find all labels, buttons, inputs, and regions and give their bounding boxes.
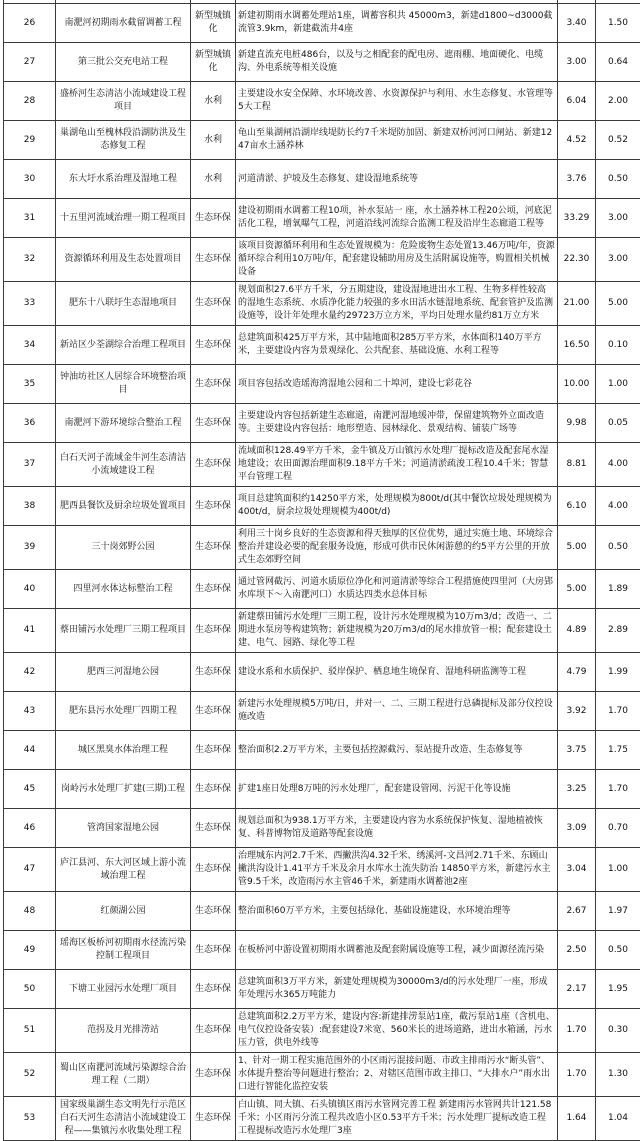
row-number-cell: 53 <box>4 1097 56 1141</box>
annual-investment-cell: 0.05 <box>596 404 640 443</box>
project-category-cell: 生态环保 <box>191 487 236 526</box>
project-description-cell: 总建筑面积3万平方米，新建处理规模为30000m3/d的污水处理厂一座，形成年处理污水365万吨能力 <box>236 970 558 1009</box>
row-number-cell: 51 <box>4 1009 56 1053</box>
project-description-cell: 1、针对一期工程实施范围外的小区雨污混接问题、市政主排雨污水“断头管”、水体提升整治等问题进行整治；2、对辖区范围市政主排口、“大排水户”雨水出口进行智能化监控安装 <box>236 1053 558 1097</box>
annual-investment-cell: 2.89 <box>596 609 640 653</box>
annual-investment-cell: 1.00 <box>596 365 640 404</box>
row-number-cell: 38 <box>4 487 56 526</box>
project-description-cell: 扩建1座日处理8万吨的污水处理厂，配套建设管网、污泥干化等设施 <box>236 770 558 809</box>
table-row <box>4 1053 640 1097</box>
table-row <box>4 365 640 404</box>
project-description-cell: 主要建设水安全保障、水环境改善、水资源保护与利用、水生态修复、水管理等5大工程 <box>236 82 558 121</box>
annual-investment-cell: 1.99 <box>596 653 640 692</box>
row-number-cell: 33 <box>4 282 56 326</box>
annual-investment-cell: 2.00 <box>596 82 640 121</box>
annual-investment-cell: 1.95 <box>596 970 640 1009</box>
row-number-cell: 39 <box>4 526 56 570</box>
project-name-cell: 红颜湖公园 <box>56 892 191 931</box>
annual-investment-cell: 1.89 <box>596 570 640 609</box>
project-category-cell: 生态环保 <box>191 848 236 892</box>
table-row <box>4 160 640 199</box>
project-category-cell: 生态环保 <box>191 238 236 282</box>
total-investment-cell: 6.04 <box>558 82 596 121</box>
project-name-cell: 钟油坊社区人居综合环境整治项目 <box>56 365 191 404</box>
total-investment-cell: 1.70 <box>558 1009 596 1053</box>
row-number-cell: 52 <box>4 1053 56 1097</box>
total-investment-cell: 3.75 <box>558 731 596 770</box>
annual-investment-cell: 1.50 <box>596 4 640 43</box>
table-row <box>4 809 640 848</box>
table-row <box>4 282 640 326</box>
project-name-cell: 岗岭污水处理厂扩建(三期)工程 <box>56 770 191 809</box>
table-row <box>4 731 640 770</box>
total-investment-cell: 33.29 <box>558 199 596 238</box>
total-investment-cell: 6.10 <box>558 487 596 526</box>
project-name-cell: 第三批公交充电站工程 <box>56 43 191 82</box>
table-row <box>4 848 640 892</box>
project-name-cell: 瑶海区板桥河初期雨水径流污染控制工程项目 <box>56 931 191 970</box>
project-description-cell: 该项目资源循环利用和生态处置规模为：危险废物生态处置13.46万吨/年，资源循环综合利用10万吨/年，配套建设辅助用房及生活附属设施等，购置相关机械设备 <box>236 238 558 282</box>
project-name-cell: 东大圩水系治理及湿地工程 <box>56 160 191 199</box>
table-row <box>4 238 640 282</box>
total-investment-cell: 2.67 <box>558 892 596 931</box>
row-number-cell: 30 <box>4 160 56 199</box>
project-category-cell: 生态环保 <box>191 199 236 238</box>
project-name-cell: 资源循环利用及生态处置项目 <box>56 238 191 282</box>
table-row <box>4 43 640 82</box>
project-name-cell: 南淝河下游环境综合整治工程 <box>56 404 191 443</box>
table-row <box>4 1097 640 1141</box>
table-row <box>4 970 640 1009</box>
total-investment-cell: 1.64 <box>558 1097 596 1141</box>
projects-table <box>3 0 640 1141</box>
table-row <box>4 570 640 609</box>
project-category-cell: 新型城镇化 <box>191 4 236 43</box>
table-row <box>4 121 640 160</box>
project-name-cell: 庐江县河、东大河区域上游小流域治理工程 <box>56 848 191 892</box>
row-number-cell: 35 <box>4 365 56 404</box>
table-row <box>4 443 640 487</box>
table-row <box>4 326 640 365</box>
project-name-cell: 国家级巢湖生态文明先行示范区白石天河生态清洁小流域建设工程——集镇污水收集处理工程 <box>56 1097 191 1141</box>
row-number-cell: 50 <box>4 970 56 1009</box>
project-name-cell: 盛桥河生态清洁小流域建设工程项目 <box>56 82 191 121</box>
project-category-cell: 水利 <box>191 82 236 121</box>
project-description-cell: 主要建设内容包括新建生态廊道，南淝河湿地缓冲带，保留建筑物外立面改造等。主要建设内容包括：地形塑造、园林绿化、景观结构、铺装广场等 <box>236 404 558 443</box>
table-row <box>4 404 640 443</box>
project-name-cell: 南淝河初期雨水截留调蓄工程 <box>56 4 191 43</box>
project-name-cell: 十五里河流域治理一期工程项目 <box>56 199 191 238</box>
table-row <box>4 770 640 809</box>
annual-investment-cell: 1.75 <box>596 731 640 770</box>
total-investment-cell: 1.70 <box>558 1053 596 1097</box>
row-number-cell: 34 <box>4 326 56 365</box>
project-name-cell: 三十岗郊野公园 <box>56 526 191 570</box>
project-name-cell: 城区黑臭水体治理工程 <box>56 731 191 770</box>
total-investment-cell: 16.50 <box>558 326 596 365</box>
project-category-cell: 生态环保 <box>191 326 236 365</box>
annual-investment-cell: 1.00 <box>596 848 640 892</box>
annual-investment-cell: 3.00 <box>596 238 640 282</box>
row-number-cell: 26 <box>4 4 56 43</box>
project-category-cell: 生态环保 <box>191 1097 236 1141</box>
project-category-cell: 生态环保 <box>191 1053 236 1097</box>
project-description-cell: 新建直流充电桩486台，以及与之相配套的配电房、遮雨棚、地面硬化、电缆沟、外电系统等相关设施 <box>236 43 558 82</box>
total-investment-cell: 21.00 <box>558 282 596 326</box>
row-number-cell: 28 <box>4 82 56 121</box>
project-name-cell: 管湾国家湿地公园 <box>56 809 191 848</box>
project-category-cell: 生态环保 <box>191 931 236 970</box>
table-row <box>4 653 640 692</box>
project-name-cell: 蔡田铺污水处理厂三期工程项目 <box>56 609 191 653</box>
annual-investment-cell: 0.10 <box>596 326 640 365</box>
total-investment-cell: 3.00 <box>558 43 596 82</box>
project-description-cell: 整治面积60万平方米，主要包括绿化、基础设施建设、水环境治理等 <box>236 892 558 931</box>
project-description-cell: 规划总面积为938.1万平方米，主要建设内容为水系统保护恢复、湿地植被恢复、科普博物馆及道路等配套设施 <box>236 809 558 848</box>
total-investment-cell: 8.81 <box>558 443 596 487</box>
project-description-cell: 总建筑面积425万平方米，其中陆地面积285万平方米，水体面积140万平方米，主要建设内容为景观绿化、公共配套、基础设施、水利工程等 <box>236 326 558 365</box>
project-name-cell: 蜀山区南淝河流域污染源综合治理工程（二期） <box>56 1053 191 1097</box>
total-investment-cell: 4.52 <box>558 121 596 160</box>
table-row <box>4 892 640 931</box>
annual-investment-cell: 0.50 <box>596 160 640 199</box>
total-investment-cell: 4.89 <box>558 609 596 653</box>
table-row <box>4 692 640 731</box>
row-number-cell: 36 <box>4 404 56 443</box>
table-row <box>4 1009 640 1053</box>
annual-investment-cell: 1.70 <box>596 770 640 809</box>
project-category-cell: 生态环保 <box>191 1009 236 1053</box>
annual-investment-cell: 0.30 <box>596 1009 640 1053</box>
project-description-cell: 规划面积27.6平方千米，分五期建设，建设湿地进出水工程、生物多样性较高的湿地生态系统、水质净化能力较强的多水田活水链湿地系统、配套管护及监测设施等，设计年处理水量约29723万立方米，平均日处理水量约81万立方米 <box>236 282 558 326</box>
project-category-cell: 水利 <box>191 121 236 160</box>
total-investment-cell: 22.30 <box>558 238 596 282</box>
project-description-cell: 建设初期雨水调蓄工程10项，补水泵站一 座，水土涵养林工程20公顷，河底泥活化工程，增氧曝气工程，河道沿线河流综合监测工程及沿岸生态廊道工程等 <box>236 199 558 238</box>
table-row <box>4 526 640 570</box>
project-name-cell: 新站区少荃湖综合治理工程项目 <box>56 326 191 365</box>
annual-investment-cell: 1.97 <box>596 892 640 931</box>
total-investment-cell: 3.40 <box>558 4 596 43</box>
project-category-cell: 新型城镇化 <box>191 43 236 82</box>
project-name-cell: 肥西县餐饮及厨余垃圾处置项目 <box>56 487 191 526</box>
project-category-cell: 生态环保 <box>191 526 236 570</box>
project-category-cell: 生态环保 <box>191 970 236 1009</box>
project-category-cell: 生态环保 <box>191 404 236 443</box>
project-description-cell: 河道清淤、护坡及生态修复、建设湿地系统等 <box>236 160 558 199</box>
row-number-cell: 31 <box>4 199 56 238</box>
project-category-cell: 水利 <box>191 160 236 199</box>
annual-investment-cell: 0.70 <box>596 809 640 848</box>
row-number-cell: 47 <box>4 848 56 892</box>
annual-investment-cell: 1.70 <box>596 692 640 731</box>
row-number-cell: 32 <box>4 238 56 282</box>
total-investment-cell: 10.00 <box>558 365 596 404</box>
project-description-cell: 新建初期雨水调蓄处理站1座，调蓄容积共 45000m3，新建d1800~d3000截流管3.9km，新建截流井4座 <box>236 4 558 43</box>
row-number-cell: 49 <box>4 931 56 970</box>
table-row <box>4 82 640 121</box>
project-description-cell: 通过管网截污、河道水质原位净化和河道清淤等综合工程措施使四里河（大房郢水库坝下～入南淝河口）水质达四类水总体目标 <box>236 570 558 609</box>
project-description-cell: 龟山至巢湖闸沿湖岸线堤防长约7千米堤防加固、新建双桥河河口闸站、新建1247亩水土涵养林 <box>236 121 558 160</box>
project-category-cell: 生态环保 <box>191 570 236 609</box>
table-row <box>4 609 640 653</box>
row-number-cell: 40 <box>4 570 56 609</box>
project-category-cell: 生态环保 <box>191 770 236 809</box>
project-category-cell: 生态环保 <box>191 809 236 848</box>
total-investment-cell: 3.92 <box>558 692 596 731</box>
row-number-cell: 43 <box>4 692 56 731</box>
row-number-cell: 42 <box>4 653 56 692</box>
row-number-cell: 48 <box>4 892 56 931</box>
project-category-cell: 生态环保 <box>191 653 236 692</box>
row-number-cell: 46 <box>4 809 56 848</box>
row-number-cell: 29 <box>4 121 56 160</box>
total-investment-cell: 2.50 <box>558 931 596 970</box>
total-investment-cell: 3.25 <box>558 770 596 809</box>
project-description-cell: 治理城东内河2.7千米、西撇洪沟4.32千米、绣溪河-文昌河2.71千米、东顾山撇洪沟设计1.41平方千米及余月水库水土流失防治 14850平方米，新建污水主管9.5千米，改造雨污水主管46千米，新建雨水调蓄池2座 <box>236 848 558 892</box>
project-description-cell: 项目总建筑面积约14250平方米，处理规模为800t/d(其中餐饮垃圾处理规模为400t/d，厨余垃圾处理规模为400t/d) <box>236 487 558 526</box>
total-investment-cell: 3.09 <box>558 809 596 848</box>
project-name-cell: 范拐及月光排涝站 <box>56 1009 191 1053</box>
project-description-cell: 项目容包括改造瑶海湾湿地公园和二十埠河，建设七彩花谷 <box>236 365 558 404</box>
row-number-cell: 27 <box>4 43 56 82</box>
project-category-cell: 生态环保 <box>191 609 236 653</box>
project-name-cell: 四里河水体达标整治工程 <box>56 570 191 609</box>
annual-investment-cell: 1.04 <box>596 1097 640 1141</box>
annual-investment-cell: 1.30 <box>596 1053 640 1097</box>
total-investment-cell: 2.17 <box>558 970 596 1009</box>
row-number-cell: 44 <box>4 731 56 770</box>
project-description-cell: 新建蔡田铺污水处理厂三期工程，设计污水处理规模为10万m3/d；改造一、二期进水泵房等构建筑物；新建规模为20万m3/d的尾水排放管一根；配套建设土建、电气、园路、绿化等工程 <box>236 609 558 653</box>
project-category-cell: 生态环保 <box>191 731 236 770</box>
project-description-cell: 新建污水处理规模5万吨/日，并对一、二、三期工程进行总磷提标及部分仪控设施改造 <box>236 692 558 731</box>
project-category-cell: 生态环保 <box>191 892 236 931</box>
project-name-cell: 下塘工业园污水处理厂项目 <box>56 970 191 1009</box>
annual-investment-cell: 4.00 <box>596 487 640 526</box>
project-name-cell: 肥东十八联圩生态湿地项目 <box>56 282 191 326</box>
annual-investment-cell: 0.52 <box>596 121 640 160</box>
annual-investment-cell: 0.50 <box>596 931 640 970</box>
project-description-cell: 在板桥河中游设置初期雨水调蓄池及配套附属设施等工程，减少面源径流污染 <box>236 931 558 970</box>
total-investment-cell: 4.79 <box>558 653 596 692</box>
total-investment-cell: 3.76 <box>558 160 596 199</box>
project-description-cell: 建设水系和水质保护、驳岸保护、栖息地生境保育、湿地科研监测等工程 <box>236 653 558 692</box>
annual-investment-cell: 0.64 <box>596 43 640 82</box>
project-category-cell: 生态环保 <box>191 692 236 731</box>
total-investment-cell: 5.00 <box>558 570 596 609</box>
project-category-cell: 生态环保 <box>191 282 236 326</box>
project-name-cell: 肥西三河湿地公园 <box>56 653 191 692</box>
project-category-cell: 生态环保 <box>191 443 236 487</box>
table-row <box>4 4 640 43</box>
project-name-cell: 白石天河子流域金牛河生态清洁小流域建设工程 <box>56 443 191 487</box>
project-description-cell: 利用三十岗乡良好的生态资源和得天独厚的区位优势，通过实施土地、环境综合整治并建设必要的配套服务设施，形成可供市民休闲游憩的约5平方公里的开放式生态郊野空间 <box>236 526 558 570</box>
annual-investment-cell: 3.00 <box>596 199 640 238</box>
row-number-cell: 37 <box>4 443 56 487</box>
table-row <box>4 931 640 970</box>
row-number-cell: 45 <box>4 770 56 809</box>
annual-investment-cell: 4.00 <box>596 443 640 487</box>
project-description-cell: 整治面积2.2万平方米，主要包括控源截污、泵站提升改造、生态修复等 <box>236 731 558 770</box>
project-name-cell: 巢湖龟山至槐林段沿湖防洪及生态修复工程 <box>56 121 191 160</box>
table-row <box>4 487 640 526</box>
table-row <box>4 199 640 238</box>
total-investment-cell: 9.98 <box>558 404 596 443</box>
project-description-cell: 总建筑面积2.2万平方米，建设内容:新建排涝泵站1座，截污泵站1座（含机电、电气仪控设备安装）:配套建设7米宽、560米长的进场道路，进出水箱涵，污水压力管，供电外线等 <box>236 1009 558 1053</box>
total-investment-cell: 3.04 <box>558 848 596 892</box>
annual-investment-cell: 0.50 <box>596 526 640 570</box>
row-number-cell: 41 <box>4 609 56 653</box>
total-investment-cell: 5.00 <box>558 526 596 570</box>
annual-investment-cell: 5.00 <box>596 282 640 326</box>
project-category-cell: 生态环保 <box>191 365 236 404</box>
project-description-cell: 流域面积128.49平方千米，金牛镇及万山镇污水处理厂提标改造及配套尾水湿地建设；农田面源治理面积9.18平方千米；河道清淤疏浚工程10.4千米；智慧平台管理工程 <box>236 443 558 487</box>
project-description-cell: 白山镇、同大镇、石头镇镇区雨污水管网完善工程 新建雨污水管网共计121.58千米；小区雨污分流工程共改造小区0.53平方千米；污水处理厂提标改造工程 工程提标改造污水处理厂3座 <box>236 1097 558 1141</box>
project-name-cell: 肥东县污水处理厂四期工程 <box>56 692 191 731</box>
